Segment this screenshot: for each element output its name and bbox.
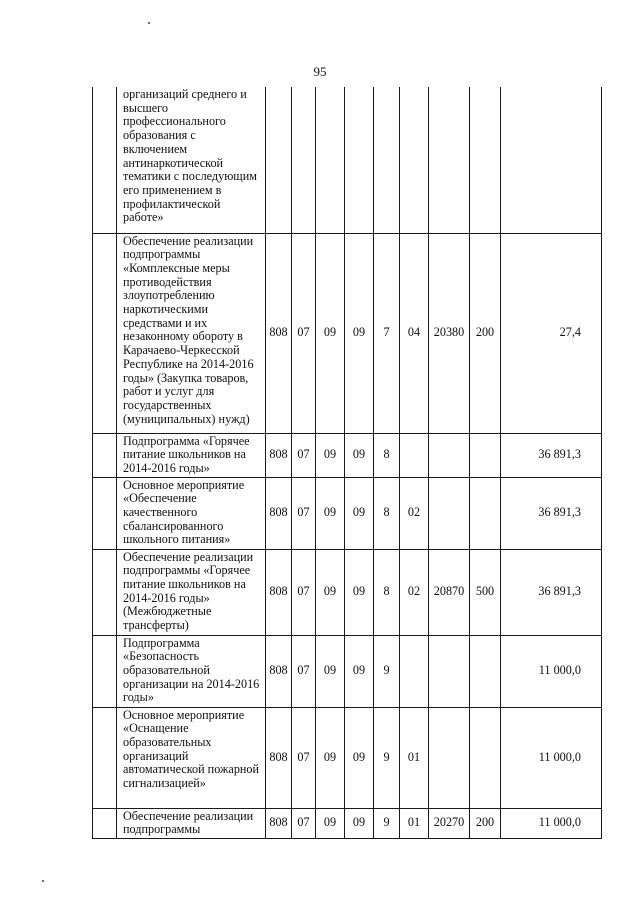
code-cell: 8 bbox=[374, 477, 400, 549]
row-name: Подпрограмма «Горячее питание школьников на 2014-2016 годы» bbox=[117, 433, 266, 477]
code-cell: 200 bbox=[470, 233, 501, 433]
code-cell bbox=[400, 433, 429, 477]
code-cell: 07 bbox=[292, 433, 316, 477]
code-cell: 09 bbox=[345, 635, 374, 707]
code-cell: 07 bbox=[292, 477, 316, 549]
blank-cell bbox=[93, 433, 117, 477]
amount-cell: 11 000,0 bbox=[501, 635, 602, 707]
code-cell: 04 bbox=[400, 233, 429, 433]
table-row bbox=[93, 549, 602, 635]
code-cell bbox=[400, 635, 429, 707]
amount-cell: 11 000,0 bbox=[501, 808, 602, 838]
code-cell: 20380 bbox=[429, 233, 470, 433]
code-cell bbox=[429, 477, 470, 549]
blank-cell bbox=[93, 87, 117, 233]
code-cell: 07 bbox=[292, 808, 316, 838]
code-cell: 09 bbox=[345, 549, 374, 635]
code-cell: 500 bbox=[470, 549, 501, 635]
code-cell: 07 bbox=[292, 549, 316, 635]
code-cell: 09 bbox=[345, 477, 374, 549]
row-name: Основное мероприятие «Оснащение образовательных организаций автоматической пожарной сигнализацией» bbox=[117, 707, 266, 808]
row-name: Обеспечение реализации подпрограммы «Горячее питание школьников на 2014-2016 годы» (Межбюджетные трансферты) bbox=[117, 549, 266, 635]
code-cell: 09 bbox=[345, 808, 374, 838]
code-cell: 808 bbox=[266, 808, 292, 838]
code-cell: 808 bbox=[266, 433, 292, 477]
table-row bbox=[93, 808, 602, 838]
code-cell bbox=[429, 635, 470, 707]
blank-cell bbox=[93, 635, 117, 707]
row-name: Основное мероприятие «Обеспечение качественного сбалансированного школьного питания» bbox=[117, 477, 266, 549]
scan-speck bbox=[148, 22, 150, 24]
code-cell: 7 bbox=[374, 233, 400, 433]
code-cell: 9 bbox=[374, 707, 400, 808]
code-cell: 02 bbox=[400, 549, 429, 635]
code-cell: 09 bbox=[316, 635, 345, 707]
code-cell: 808 bbox=[266, 635, 292, 707]
row-name: организаций среднего и высшего профессионального образования с включением антинаркотической тематики с последующим его применением в профилактической работе» bbox=[117, 87, 266, 233]
blank-cell bbox=[93, 808, 117, 838]
code-cell: 808 bbox=[266, 549, 292, 635]
row-name: Обеспечение реализации подпрограммы «Комплексные меры противодействия злоупотреблению наркотическими средствами и их незаконному обороту в Карачаево-Черкесской Республике на 2014-2016 годы» (Закупка товаров, работ и услуг для государственных (муниципальных) нужд) bbox=[117, 233, 266, 433]
blank-cell bbox=[93, 477, 117, 549]
code-cell: 09 bbox=[316, 233, 345, 433]
amount-cell: 36 891,3 bbox=[501, 549, 602, 635]
amount-cell: 27,4 bbox=[501, 233, 602, 433]
code-cell: 09 bbox=[316, 433, 345, 477]
code-cell: 07 bbox=[292, 707, 316, 808]
code-cell bbox=[470, 707, 501, 808]
code-cell bbox=[345, 87, 374, 233]
code-cell: 01 bbox=[400, 808, 429, 838]
code-cell: 09 bbox=[345, 433, 374, 477]
code-cell bbox=[400, 87, 429, 233]
code-cell bbox=[292, 87, 316, 233]
code-cell bbox=[266, 87, 292, 233]
amount-cell bbox=[501, 87, 602, 233]
code-cell: 01 bbox=[400, 707, 429, 808]
blank-cell bbox=[93, 707, 117, 808]
table-row bbox=[93, 477, 602, 549]
code-cell bbox=[429, 707, 470, 808]
code-cell: 02 bbox=[400, 477, 429, 549]
code-cell: 20870 bbox=[429, 549, 470, 635]
table-row bbox=[93, 433, 602, 477]
code-cell: 09 bbox=[316, 808, 345, 838]
code-cell: 8 bbox=[374, 433, 400, 477]
table-row bbox=[93, 707, 602, 808]
code-cell bbox=[316, 87, 345, 233]
code-cell bbox=[470, 635, 501, 707]
table-row bbox=[93, 233, 602, 433]
blank-cell bbox=[93, 233, 117, 433]
code-cell: 808 bbox=[266, 477, 292, 549]
code-cell: 09 bbox=[316, 707, 345, 808]
code-cell: 09 bbox=[316, 549, 345, 635]
code-cell: 09 bbox=[316, 477, 345, 549]
code-cell: 808 bbox=[266, 233, 292, 433]
code-cell: 9 bbox=[374, 808, 400, 838]
code-cell: 20270 bbox=[429, 808, 470, 838]
code-cell: 8 bbox=[374, 549, 400, 635]
code-cell bbox=[470, 87, 501, 233]
code-cell: 200 bbox=[470, 808, 501, 838]
amount-cell: 36 891,3 bbox=[501, 433, 602, 477]
table-body bbox=[93, 87, 602, 839]
code-cell: 09 bbox=[345, 707, 374, 808]
row-name: Обеспечение реализации подпрограммы bbox=[117, 808, 266, 838]
code-cell bbox=[429, 87, 470, 233]
blank-cell bbox=[93, 549, 117, 635]
table-row bbox=[93, 635, 602, 707]
code-cell: 808 bbox=[266, 707, 292, 808]
code-cell: 9 bbox=[374, 635, 400, 707]
scan-speck bbox=[42, 880, 44, 882]
code-cell bbox=[470, 433, 501, 477]
code-cell: 07 bbox=[292, 233, 316, 433]
page-number: 95 bbox=[313, 64, 327, 79]
code-cell bbox=[374, 87, 400, 233]
code-cell bbox=[429, 433, 470, 477]
table-row bbox=[93, 87, 602, 233]
amount-cell: 11 000,0 bbox=[501, 707, 602, 808]
code-cell bbox=[470, 477, 501, 549]
amount-cell: 36 891,3 bbox=[501, 477, 602, 549]
code-cell: 07 bbox=[292, 635, 316, 707]
row-name: Подпрограмма «Безопасность образовательной организации на 2014-2016 годы» bbox=[117, 635, 266, 707]
code-cell: 09 bbox=[345, 233, 374, 433]
budget-table bbox=[92, 87, 602, 839]
